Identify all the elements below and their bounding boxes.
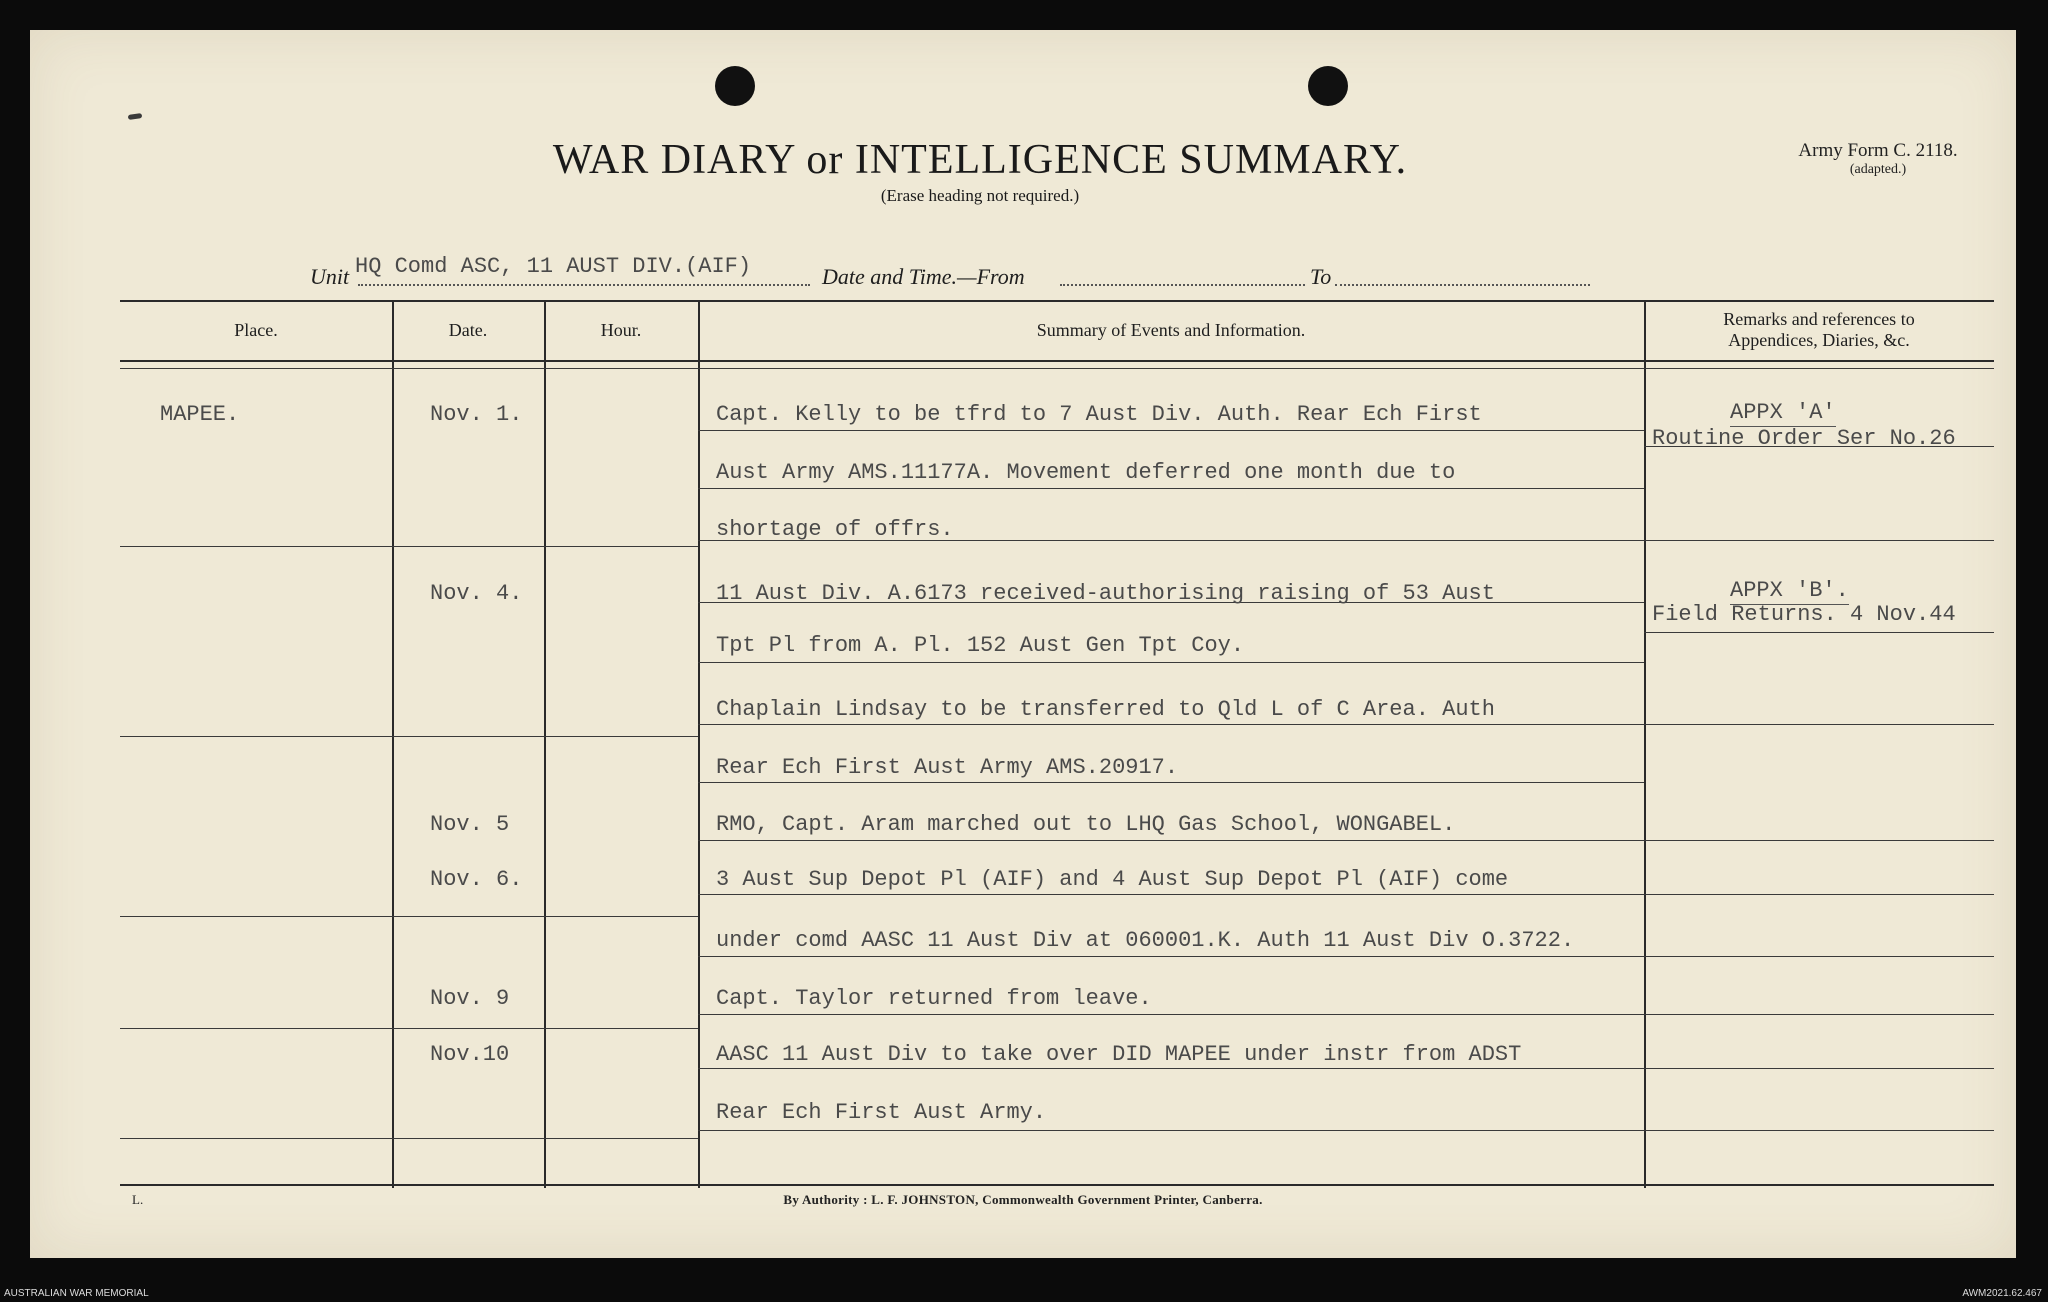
- row-rule: [1644, 1130, 1994, 1131]
- row-rule: [1644, 540, 1994, 541]
- row-rule: [698, 1068, 1644, 1069]
- table-bottom-border: [120, 1184, 1994, 1186]
- summary-line: AASC 11 Aust Div to take over DID MAPEE under instr from ADST: [716, 1042, 1522, 1067]
- row-rule: [698, 430, 1644, 431]
- place-entry: MAPEE.: [160, 402, 240, 427]
- row-rule: [1644, 840, 1994, 841]
- punch-hole-left: [715, 66, 755, 106]
- war-diary-sheet: [30, 30, 2016, 1258]
- form-number: Army Form C. 2118.: [1798, 140, 1958, 161]
- summary-line: shortage of offrs.: [716, 517, 954, 542]
- remark-line: Routine Order Ser No.26: [1652, 426, 1956, 451]
- row-rule: [120, 916, 698, 917]
- unit-value: HQ Comd ASC, 11 AUST DIV.(AIF): [355, 254, 752, 279]
- row-rule: [1644, 956, 1994, 957]
- date-time-label: Date and Time.—From: [822, 264, 1025, 289]
- summary-line: Capt. Taylor returned from leave.: [716, 986, 1152, 1011]
- col-divider-summary-remarks: [1644, 300, 1646, 1188]
- header-bottom-border: [120, 360, 1994, 362]
- unit-label: Unit: [310, 264, 350, 289]
- row-rule: [1644, 724, 1994, 725]
- archive-institution: AUSTRALIAN WAR MEMORIAL: [4, 1288, 149, 1299]
- date-entry: Nov. 5: [430, 812, 510, 837]
- date-entry: Nov. 6.: [430, 867, 523, 892]
- document-subtitle: (Erase heading not required.): [880, 186, 1080, 205]
- header-remarks-line1: Remarks and references to: [1723, 309, 1915, 329]
- row-rule: [698, 956, 1644, 957]
- document-title-block: [450, 136, 1510, 206]
- row-rule: [120, 546, 698, 547]
- document-title: WAR DIARY or INTELLIGENCE SUMMARY.: [552, 137, 1408, 183]
- header-date: Date.: [448, 319, 488, 340]
- summary-line: 3 Aust Sup Depot Pl (AIF) and 4 Aust Sup Depot Pl (AIF) come: [716, 867, 1509, 892]
- header-remarks-line2: Appendices, Diaries, &c.: [1728, 330, 1910, 350]
- row-rule: [1644, 632, 1994, 633]
- date-entry: Nov.10: [430, 1042, 510, 1067]
- header-hour: Hour.: [600, 319, 642, 340]
- from-dotted-line: [1060, 284, 1305, 286]
- row-rule: [698, 1130, 1644, 1131]
- date-entry: Nov. 9: [430, 986, 510, 1011]
- paper-blemish: [128, 113, 143, 120]
- row-rule: [698, 782, 1644, 783]
- printer-authority: By Authority : L. F. JOHNSTON, Commonwealth Government Printer, Canberra.: [783, 1192, 1263, 1207]
- summary-line: Tpt Pl from A. Pl. 152 Aust Gen Tpt Coy.: [716, 633, 1245, 658]
- row-rule: [1644, 368, 1994, 369]
- remark-appendix-ref: APPX 'A': [1730, 400, 1836, 425]
- header-remarks: [1644, 300, 1994, 360]
- summary-line: Chaplain Lindsay to be transferred to Qld L of C Area. Auth: [716, 697, 1495, 722]
- unit-dotted-line: [358, 284, 810, 286]
- row-rule: [698, 724, 1644, 725]
- summary-line: RMO, Capt. Aram marched out to LHQ Gas School, WONGABEL.: [716, 812, 1456, 837]
- summary-line: Rear Ech First Aust Army.: [716, 1100, 1047, 1125]
- remark-appendix-ref: APPX 'B'.: [1730, 578, 1849, 603]
- row-rule: [120, 736, 698, 737]
- summary-line: Aust Army AMS.11177A. Movement deferred one month due to: [716, 460, 1456, 485]
- form-number-block: [1768, 140, 1988, 178]
- remark-line: Field Returns. 4 Nov.44: [1652, 602, 1956, 627]
- row-rule: [698, 368, 1644, 369]
- header-place: Place.: [234, 319, 278, 340]
- archive-caption: [0, 1288, 2048, 1302]
- summary-line: under comd AASC 11 Aust Div at 060001.K. Auth 11 Aust Div O.3722.: [716, 928, 1575, 953]
- row-rule: [698, 662, 1644, 663]
- header-summary: Summary of Events and Information.: [1036, 319, 1306, 340]
- row-rule: [120, 368, 698, 369]
- row-rule: [1644, 1014, 1994, 1015]
- row-rule: [120, 1138, 698, 1139]
- unit-date-line: [310, 252, 1600, 292]
- col-divider-date-hour: [544, 300, 546, 1188]
- row-rule: [698, 894, 1644, 895]
- row-rule: [1644, 894, 1994, 895]
- date-entry: Nov. 4.: [430, 581, 523, 606]
- col-divider-hour-summary: [698, 300, 700, 1188]
- row-rule: [698, 488, 1644, 489]
- to-dotted-line: [1335, 284, 1590, 286]
- footer-left-mark: L.: [132, 1192, 144, 1207]
- row-rule: [698, 1014, 1644, 1015]
- archive-reference: AWM2021.62.467: [1962, 1288, 2042, 1299]
- row-rule: [120, 1028, 698, 1029]
- to-label: To: [1310, 264, 1332, 289]
- diary-table: [120, 300, 1994, 1188]
- row-rule: [1644, 1068, 1994, 1069]
- punch-hole-right: [1308, 66, 1348, 106]
- summary-line: Rear Ech First Aust Army AMS.20917.: [716, 755, 1179, 780]
- form-adapted: (adapted.): [1849, 162, 1907, 177]
- date-entry: Nov. 1.: [430, 402, 523, 427]
- row-rule: [698, 840, 1644, 841]
- col-divider-place-date: [392, 300, 394, 1188]
- summary-line: 11 Aust Div. A.6173 received-authorising raising of 53 Aust: [716, 581, 1495, 606]
- summary-line: Capt. Kelly to be tfrd to 7 Aust Div. Auth. Rear Ech First: [716, 402, 1482, 427]
